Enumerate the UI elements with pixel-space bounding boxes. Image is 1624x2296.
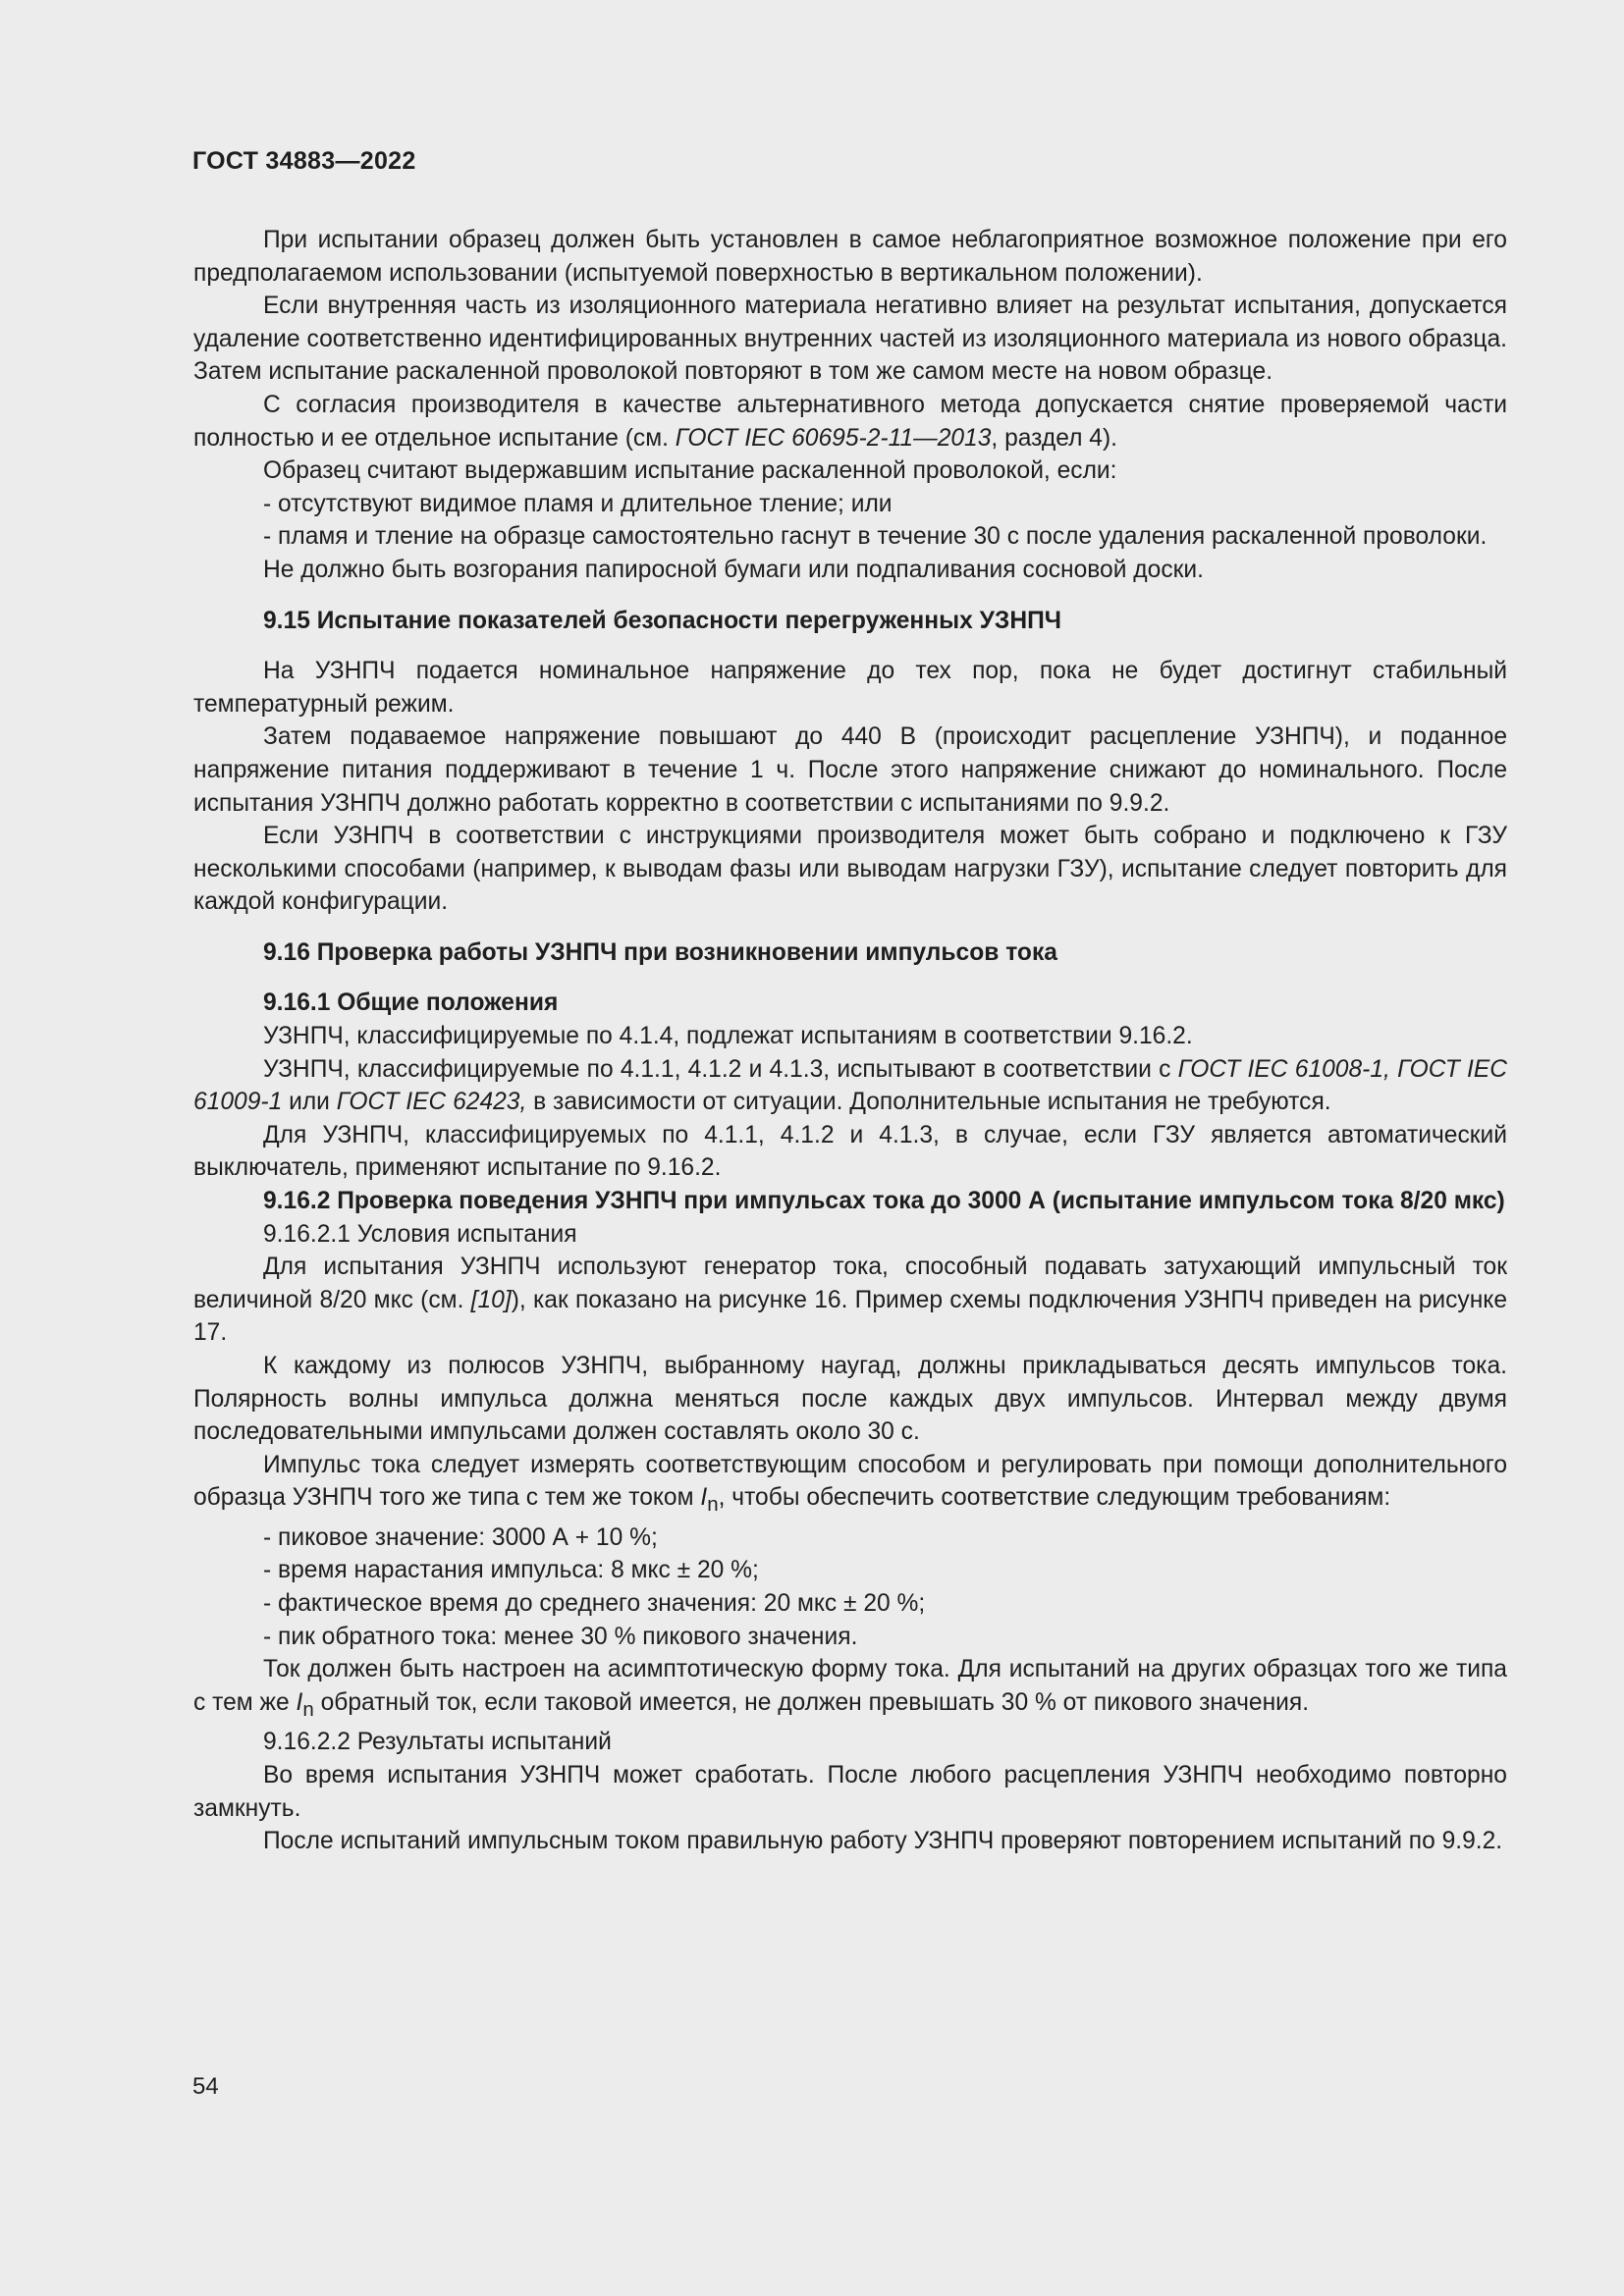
paragraph: Импульс тока следует измерять соответствующим способом и регулировать при помощи дополнительного образца УЗНПЧ того же типа с тем же током $I_n$, чтобы обеспечить соответствие следующим требованиям: — [193, 1451, 1507, 1517]
paragraph: УЗНПЧ, классифицируемые по 4.1.1, 4.1.2 и 4.1.3, испытывают в соответствии с ГОСТ IEC 61008-1, ГОСТ IEC 61009-1 или ГОСТ IEC 62423, в зависимости от ситуации. Дополнительные испытания не требуются. — [193, 1055, 1507, 1116]
paragraph: Для испытания УЗНПЧ используют генератор тока, способный подавать затухающий импульсный ток величиной 8/20 мкс (см. [10]), как показано на рисунке 16. Пример схемы подключения УЗНПЧ приведен на рисунке 17. — [193, 1254, 1507, 1347]
paragraph: Если УЗНПЧ в соответствии с инструкциями производителя может быть собрано и подключено к ГЗУ несколькими способами (например, к выводам фазы или выводам нагрузки ГЗУ), испытание следует повторить для каждой конфигурации. — [193, 823, 1507, 916]
list-item: - пламя и тление на образце самостоятельно гаснут в течение 30 с после удаления раскаленной проволоки. — [263, 523, 1488, 551]
current-symbol: I — [296, 1688, 303, 1716]
paragraph: Ток должен быть настроен на асимптотическую форму тока. Для испытаний на других образцах того же типа с тем же $I_n$ обратный ток, если таковой имеется, не должен превышать 30 % от пикового значения. — [193, 1656, 1507, 1721]
list-item: - пиковое значение: 3000 А + 10 %; — [263, 1523, 658, 1551]
section-heading-9-16-2: 9.16.2 Проверка поведения УЗНПЧ при импульсах тока до 3000 А (испытание импульсом тока 8/20 мкс) — [263, 1188, 1505, 1215]
paragraph: К каждому из полюсов УЗНПЧ, выбранному наугад, должны прикладываться десять импульсов тока. Полярность волны импульса должна меняться после каждых двух импульсов. Интервал между двумя последовательными импульсами должен составлять около 30 с. — [193, 1353, 1507, 1446]
standard-reference: ГОСТ IEC 62423, — [336, 1089, 527, 1116]
paragraph: С согласия производителя в качестве альтернативного метода допускается снятие проверяемой части полностью и ее отдельное испытание (см. ГОСТ IEC 60695-2-11—2013, раздел 4). — [193, 391, 1507, 452]
paragraph: Для УЗНПЧ, классифицируемых по 4.1.1, 4.1.2 и 4.1.3, в случае, если ГЗУ является автоматический выключатель, применяют испытание по 9.16.2. — [193, 1121, 1507, 1182]
bibliography-reference: [10] — [470, 1286, 512, 1313]
document-header: ГОСТ 34883—2022 — [192, 147, 416, 175]
current-symbol-subscript: n — [707, 1493, 719, 1517]
section-heading-9-16-2-1: 9.16.2.1 Условия испытания — [263, 1220, 577, 1248]
section-heading-9-16-1: 9.16.1 Общие положения — [263, 989, 559, 1017]
paragraph: Во время испытания УЗНПЧ может сработать. После любого расцепления УЗНПЧ необходимо повторно замкнуть. — [193, 1761, 1507, 1822]
standard-reference: ГОСТ IEC 61008-1, ГОСТ IEC 61009-1 — [193, 1055, 1507, 1116]
paragraph: Образец считают выдержавшим испытание раскаленной проволокой, если: — [263, 457, 1117, 485]
paragraph: На УЗНПЧ подается номинальное напряжение до тех пор, пока не будет достигнут стабильный температурный режим. — [193, 658, 1507, 718]
page-number: 54 — [192, 2073, 219, 2100]
list-item: - отсутствуют видимое пламя и длительное тление; или — [263, 490, 893, 517]
paragraph: Если внутренняя часть из изоляционного материала негативно влияет на результат испытания, допускается удаление соответственно идентифицированных внутренних частей из изоляционного материала из нового образца. Затем испытание раскаленной проволокой повторяют в том же самом месте на новом образце. — [193, 293, 1507, 386]
paragraph: Затем подаваемое напряжение повышают до 440 В (происходит расцепление УЗНПЧ), и поданное напряжение питания поддерживают в течение 1 ч. После этого напряжение снижают до номинального. После испытания УЗНПЧ должно работать корректно в соответствии с испытаниями по 9.9.2. — [193, 723, 1507, 817]
section-heading-9-16-2-2: 9.16.2.2 Результаты испытаний — [263, 1729, 612, 1756]
paragraph: Не должно быть возгорания папиросной бумаги или подпаливания сосновой доски. — [263, 556, 1204, 583]
paragraph: После испытаний импульсным током правильную работу УЗНПЧ проверяют повторением испытаний по 9.9.2. — [263, 1828, 1503, 1855]
document-body — [193, 224, 1507, 1858]
list-item: - время нарастания импульса: 8 мкс ± 20 %; — [263, 1557, 759, 1584]
list-item: - фактическое время до среднего значения: 20 мкс ± 20 %; — [263, 1590, 926, 1618]
section-heading-9-16: 9.16 Проверка работы УЗНПЧ при возникновении импульсов тока — [263, 938, 1057, 966]
section-heading-9-15: 9.15 Испытание показателей безопасности перегруженных УЗНПЧ — [263, 607, 1062, 634]
list-item: - пик обратного тока: менее 30 % пикового значения. — [263, 1623, 858, 1650]
standard-reference: ГОСТ IEC 60695-2-11—2013 — [675, 424, 992, 452]
paragraph: При испытании образец должен быть установлен в самое неблагоприятное возможное положение при его предполагаемом использовании (испытуемой поверхностью в вертикальном положении). — [193, 227, 1507, 287]
paragraph: УЗНПЧ, классифицируемые по 4.1.4, подлежат испытаниям в соответствии 9.16.2. — [263, 1023, 1193, 1050]
current-symbol: I — [700, 1484, 708, 1512]
current-symbol-subscript: n — [302, 1697, 314, 1721]
